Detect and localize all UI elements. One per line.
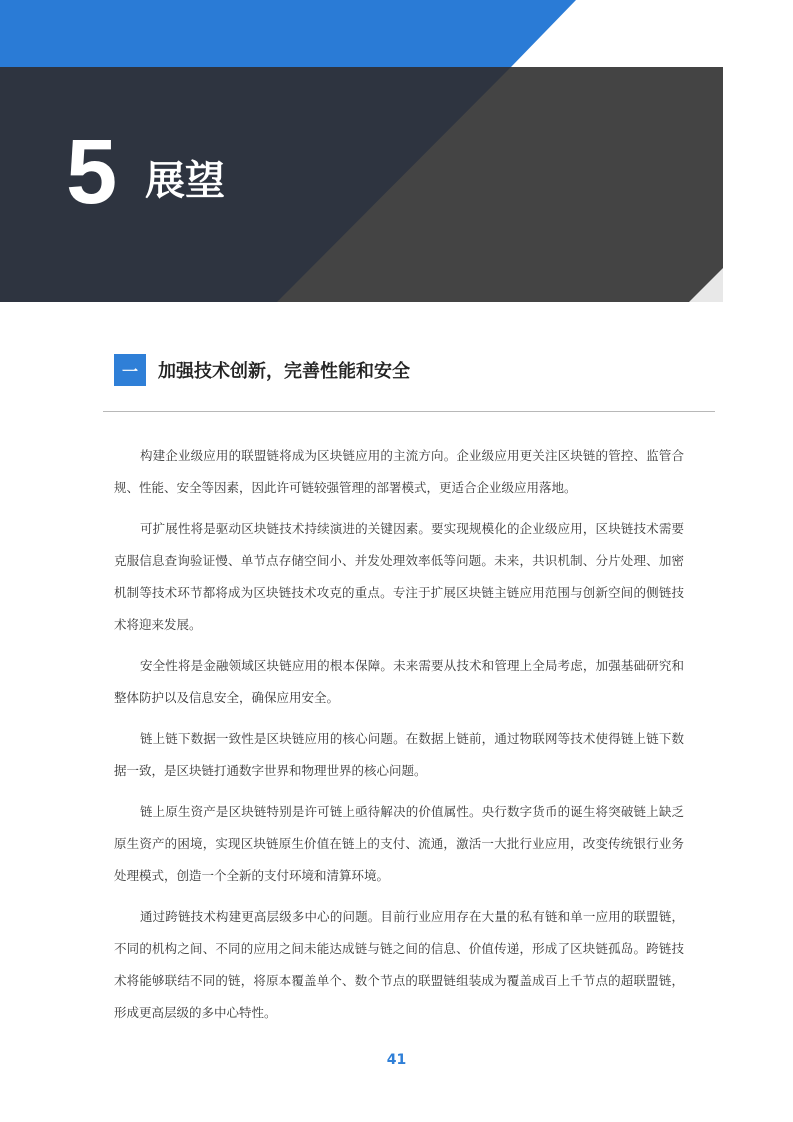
paragraph: 链上链下数据一致性是区块链应用的核心问题。在数据上链前，通过物联网等技术使得链上链下数据一致，是区块链打通数字世界和物理世界的核心问题。 bbox=[114, 731, 684, 778]
paragraph: 可扩展性将是驱动区块链技术持续演进的关键因素。要实现规模化的企业级应用，区块链技术需要克服信息查询验证慢、单节点存储空间小、并发处理效率低等问题。未来，共识机制、分片处理、加密机制等技术环节都将成为区块链技术攻克的重点。专注于扩展区块链主链应用范围与创新空间的侧链技术将迎来发展。 bbox=[114, 521, 684, 632]
chapter-title: 展望 bbox=[145, 158, 225, 204]
paragraph: 安全性将是金融领域区块链应用的根本保障。未来需要从技术和管理上全局考虑，加强基础研究和整体防护以及信息安全，确保应用安全。 bbox=[114, 658, 684, 705]
blue-stripe bbox=[0, 0, 576, 67]
chapter-number: 5 bbox=[66, 121, 118, 223]
paragraph: 链上原生资产是区块链特别是许可链上亟待解决的价值属性。央行数字货币的诞生将突破链上缺乏原生资产的困境，实现区块链原生价值在链上的支付、流通，激活一大批行业应用，改变传统银行业务处理模式，创造一个全新的支付环境和清算环境。 bbox=[114, 804, 684, 883]
paragraph: 构建企业级应用的联盟链将成为区块链应用的主流方向。企业级应用更关注区块链的管控、监管合规、性能、安全等因素，因此许可链较强管理的部署模式，更适合企业级应用落地。 bbox=[114, 448, 684, 495]
chapter-header-banner bbox=[0, 0, 793, 302]
section-title: 加强技术创新，完善性能和安全 bbox=[158, 361, 410, 382]
body-text bbox=[114, 440, 684, 1038]
section-heading bbox=[114, 354, 410, 386]
section-badge: 一 bbox=[114, 354, 146, 386]
section-divider bbox=[103, 411, 715, 412]
page-number: 41 bbox=[386, 1052, 407, 1068]
paragraph: 通过跨链技术构建更高层级多中心的问题。目前行业应用存在大量的私有链和单一应用的联盟链，不同的机构之间、不同的应用之间未能达成链与链之间的信息、价值传递，形成了区块链孤岛。跨链技术将能够联结不同的链，将原本覆盖单个、数个节点的联盟链组装成为覆盖成百上千节点的超联盟链，形成更高层级的多中心特性。 bbox=[114, 909, 684, 1020]
